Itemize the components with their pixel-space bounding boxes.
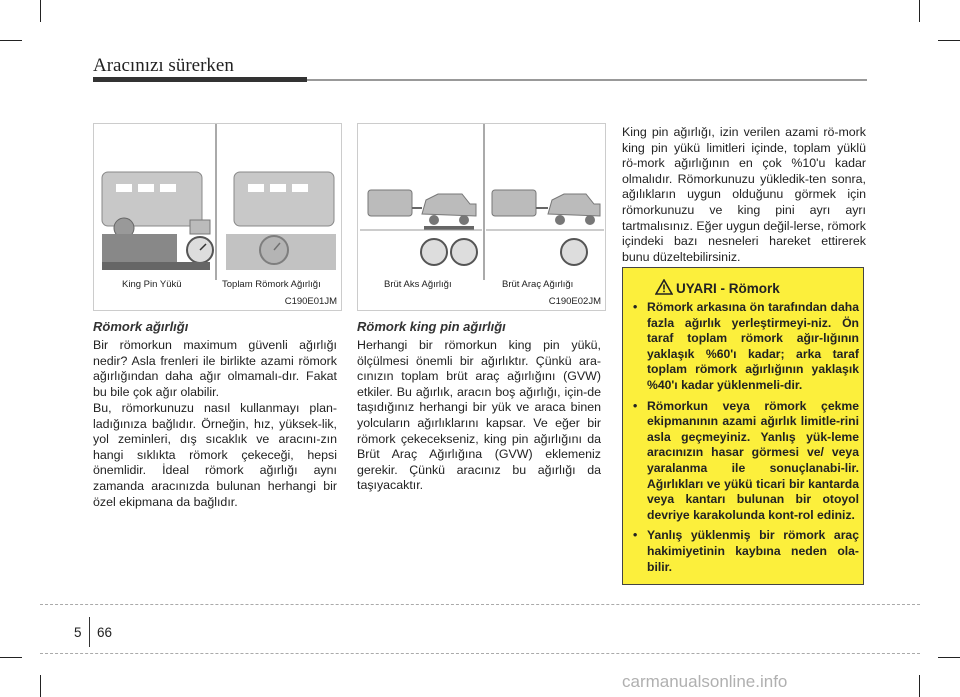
- footer-dashed-rule: [40, 604, 920, 605]
- paragraph: Herhangi bir römorkun king pin yükü, ölçülmesi önemli bir ağırlıktır. Çünkü ara-cınızın toplam brüt araç ağırlığını (GVW) etkiler. Bu ağırlık, aracın boş ağırlığı, için-de taşıdığınız herhangi bir yük ve araca binen yolcuların ağırlıklarını kapsar. Ve eğer bir römork çekecekseniz, king pin ağırlığını da Brüt Araç Ağırlığına (GVW) eklemeniz gerekir. Çünkü aracınız bu ağırlığı da taşıyacaktır.: [357, 338, 601, 493]
- header-rule: [93, 77, 307, 82]
- paragraph: Bir römorkun maximum güvenli ağırlığı nedir? Asla frenleri ile birlikte azami römork ağırlığından daha ağır olmamalı-dır. Fakat bu bile çok ağır olabilir.: [93, 338, 337, 399]
- figure-axle-vehicle-weight: [357, 123, 606, 311]
- warning-item: [631, 528, 859, 575]
- figure-caption: Toplam Römork Ağırlığı: [222, 279, 321, 290]
- axle-weight-illustration: [358, 124, 605, 280]
- chapter-number: 5: [74, 625, 82, 640]
- warning-triangle-icon: [655, 279, 673, 295]
- crop-mark: [0, 657, 22, 658]
- warning-list: [631, 300, 859, 580]
- paragraph: King pin ağırlığı, izin verilen azami rö-mork king pin yükü limitleri içinde, toplam yüklü rö-mork ağırlığının en çok %10'u kadar olmalıdır. Römorkunuzu yükledik-ten sonra, ağılıkların uygun olduğunu görmek için römorkunuzu ve king pini ayrı ayrı tartmalısınız. Eğer uygun değil-lerse, römork içindeki bazı nesneleri hareket ettirerek bunu düzeltebilirsiniz.: [622, 125, 866, 264]
- crop-mark: [40, 675, 41, 697]
- warning-item: [631, 300, 859, 394]
- bullet: •: [633, 528, 638, 543]
- page-header-title: Aracınızı sürerken: [93, 55, 234, 76]
- footer-dashed-rule: [40, 653, 920, 654]
- warning-box: [622, 267, 864, 585]
- figure-caption: Brüt Aks Ağırlığı: [384, 279, 452, 290]
- bullet: •: [633, 300, 638, 314]
- page-number-divider: [89, 617, 90, 647]
- crop-mark: [0, 40, 22, 41]
- warning-item: [631, 399, 859, 524]
- watermark: carmanualsonline.info: [622, 672, 788, 691]
- figure-caption: King Pin Yükü: [122, 279, 182, 290]
- warning-item-text: Römorkun veya römork çekme ekipmanının azami ağırlık limitle-rini asla geçmeyiniz. Yanlış yük-leme aracınızın hasar görmesi ve/ veya yaralanma ile sonuçlanabi-lir. Ağırlıkları ve yükü ticari bir kantarda veya kantarı bulunan bir otoyol devriye karakolunda kont-rol ediniz.: [647, 398, 859, 522]
- warning-item-text: Römork arkasına ön tarafından daha fazla ağırlık yerleştirmeyi-niz. Ön taraf toplam römork ağır-lığının yaklaşık %60'ı kadar; arka taraf toplam römork ağırlığının yaklaşık %40'ı kadar yüklenmeli-dir.: [647, 300, 859, 392]
- trailer-weight-illustration: [94, 124, 341, 280]
- paragraph: Bu, römorkunuzu nasıl kullanmayı plan-ladığınıza bağlıdır. Örneğin, hız, yüksek-lik, yol zeminleri, dış sıcaklık ve aracını-zın hangi sıklıkta römork çekeceği, hepsi önemlidir. İdeal römork ağırlığı aynı zamanda aracınızda bulunan herhangi bir özel ekipmana da bağlıdır.: [93, 401, 337, 509]
- warning-item-text: Yanlış yüklenmiş bir römork araç hakimiyetinin kaybına neden ola-bilir.: [647, 528, 859, 574]
- crop-mark: [938, 40, 960, 41]
- figure-code: C190E01JM: [284, 296, 337, 307]
- section-heading-trailer-weight: Römork ağırlığı: [93, 319, 189, 334]
- bullet: •: [633, 398, 638, 413]
- section-heading-king-pin-weight: Römork king pin ağırlığı: [357, 319, 506, 334]
- warning-title: UYARI - Römork: [676, 281, 780, 296]
- crop-mark: [40, 0, 41, 22]
- page-number: 66: [97, 625, 113, 640]
- figure-caption: Brüt Araç Ağırlığı: [502, 279, 574, 290]
- figure-trailer-weight: [93, 123, 342, 311]
- crop-mark: [919, 675, 920, 697]
- header-rule-thin: [307, 79, 867, 81]
- crop-mark: [919, 0, 920, 22]
- crop-mark: [938, 657, 960, 658]
- figure-code: C190E02JM: [548, 296, 601, 307]
